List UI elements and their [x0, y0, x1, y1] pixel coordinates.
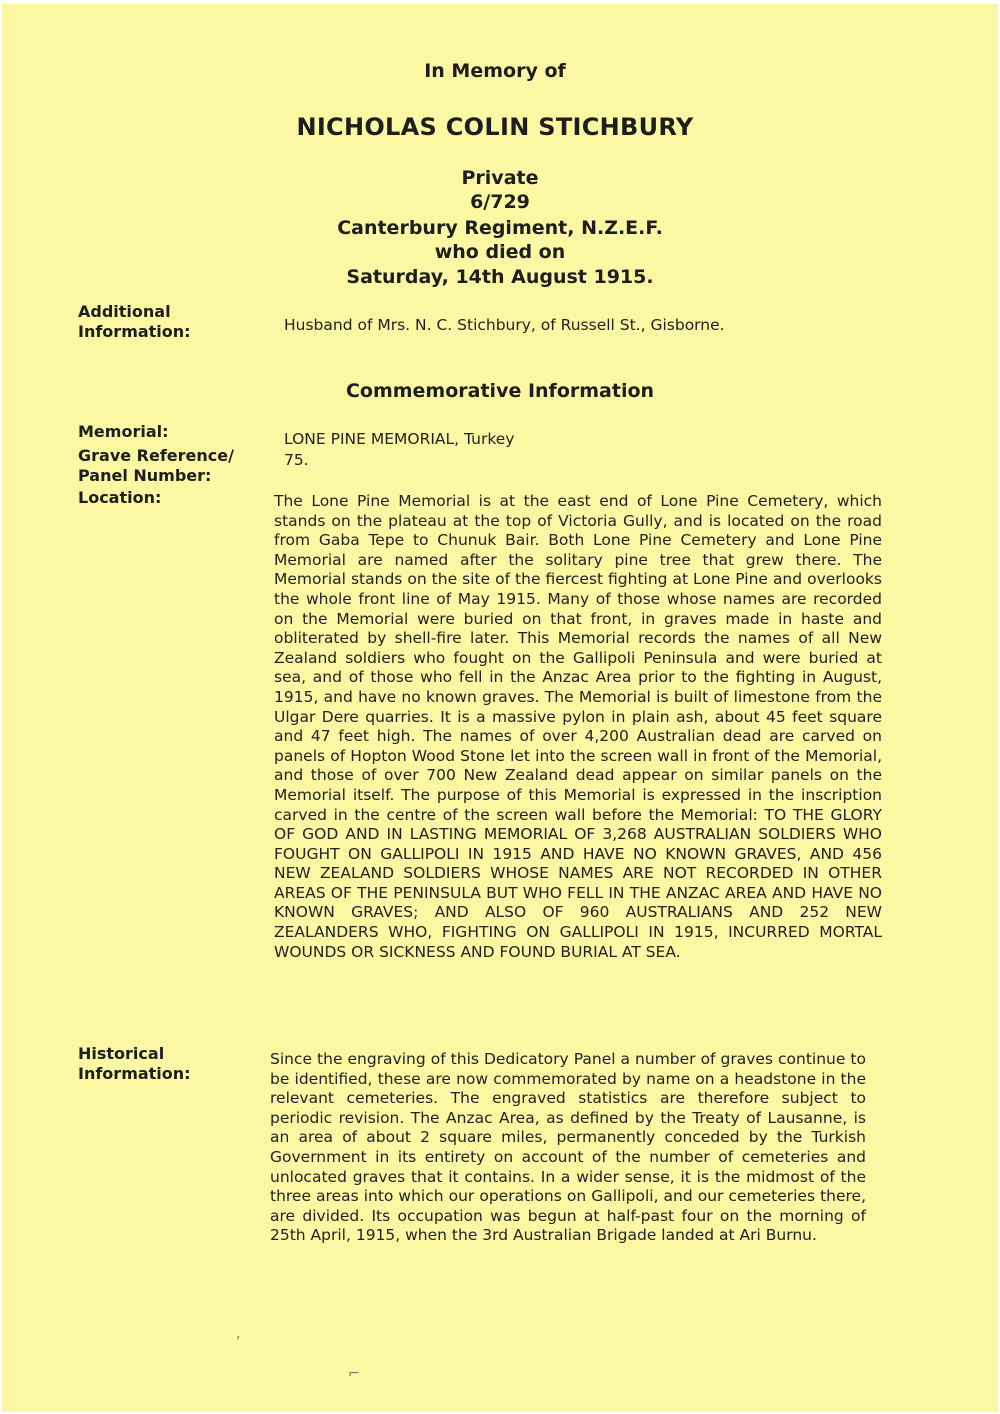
died-on-text: who died on	[434, 241, 566, 263]
rank: Private	[461, 167, 539, 189]
commemorative-heading: Commemorative Information	[345, 380, 655, 402]
historical-label-line1: Historical	[78, 1044, 165, 1063]
additional-info-label	[78, 302, 191, 342]
service-number: 6/729	[470, 191, 530, 213]
grave-label-line1: Grave Reference/	[78, 446, 234, 465]
grave-reference-value: 75.	[284, 451, 309, 469]
in-memory-of-heading: In Memory of	[424, 60, 566, 82]
scan-smudge: ⌐	[348, 1366, 360, 1382]
scan-speck: ,	[236, 1326, 241, 1342]
grave-reference-label	[78, 446, 234, 486]
location-label: Location:	[78, 488, 162, 507]
unit: Canterbury Regiment, N.Z.E.F.	[337, 217, 663, 239]
grave-label-line2: Panel Number:	[78, 466, 212, 485]
location-text: The Lone Pine Memorial is at the east end of Lone Pine Cemetery, which stands on the plateau at the top of Victoria Gully, and is located on the road from Gaba Tepe to Chunuk Bair. Both Lone Pine Cemetery and Lone Pine Memorial are named after the solitary pine tree that grew there. The Memorial stands on the site of the fiercest fighting at Lone Pine and overlooks the whole front line of May 1915. Many of those whose names are recorded on the Memorial were buried on that front, in graves made in haste and obliterated by shell-fire later. This Memorial records the names of all New Zealand soldiers who fought on the Gallipoli Peninsula and were buried at sea, and of those who fell in the Anzac Area prior to the fighting in August, 1915, and have no known graves. The Memorial is built of limestone from the Ulgar Dere quarries. It is a massive pylon in plain ash, about 45 feet square and 47 feet high. The names of over 4,200 Australian dead are carved on panels of Hopton Wood Stone let into the screen wall in front of the Memorial, and those of over 700 New Zealand dead appear on similar panels on the Memorial itself. The purpose of this Memorial is expressed in the inscription carved in the centre of the screen wall before the Memorial: TO THE GLORY OF GOD AND IN LASTING MEMORIAL OF 3,268 AUSTRALIAN SOLDIERS WHO FOUGHT ON GALLIPOLI IN 1915 AND HAVE NO KNOWN GRAVES, AND 456 NEW ZEALAND SOLDIERS WHOSE NAMES ARE NOT RECORDED IN OTHER AREAS OF THE PENINSULA BUT WHO FELL IN THE ANZAC AREA AND HAVE NO KNOWN GRAVES; AND ALSO OF 960 AUSTRALIANS AND 252 NEW ZEALANDERS WHO, FIGHTING ON GALLIPOLI IN 1915, INCURRED MORTAL WOUNDS OR SICKNESS AND FOUND BURIAL AT SEA.	[274, 492, 882, 961]
additional-info-text: Husband of Mrs. N. C. Stichbury, of Russell St., Gisborne.	[284, 316, 725, 334]
document-page	[2, 4, 998, 1412]
date-of-death: Saturday, 14th August 1915.	[346, 266, 654, 288]
historical-info-label	[78, 1044, 191, 1084]
historical-text: Since the engraving of this Dedicatory Panel a number of graves continue to be identified, these are now commemorated by name on a headstone in the relevant cemeteries. The engraved statistics are therefore subject to periodic revision. The Anzac Area, as defined by the Treaty of Lausanne, is an area of about 2 square miles, permanently conceded by the Turkish Government in its entirety on account of the number of cemeteries and unlocated graves that it contains. In a wider sense, it is the midmost of the three areas into which our operations on Gallipoli, and our cemeteries there, are divided. Its occupation was begun at half-past four on the morning of 25th April, 1915, when the 3rd Australian Brigade landed at Ari Burnu.	[270, 1050, 866, 1245]
soldier-name: NICHOLAS COLIN STICHBURY	[296, 113, 694, 141]
historical-label-line2: Information:	[78, 1064, 191, 1083]
additional-label-line2: Information:	[78, 322, 191, 341]
additional-label-line1: Additional	[78, 302, 171, 321]
memorial-label: Memorial:	[78, 422, 169, 441]
memorial-value: LONE PINE MEMORIAL, Turkey	[284, 430, 515, 448]
